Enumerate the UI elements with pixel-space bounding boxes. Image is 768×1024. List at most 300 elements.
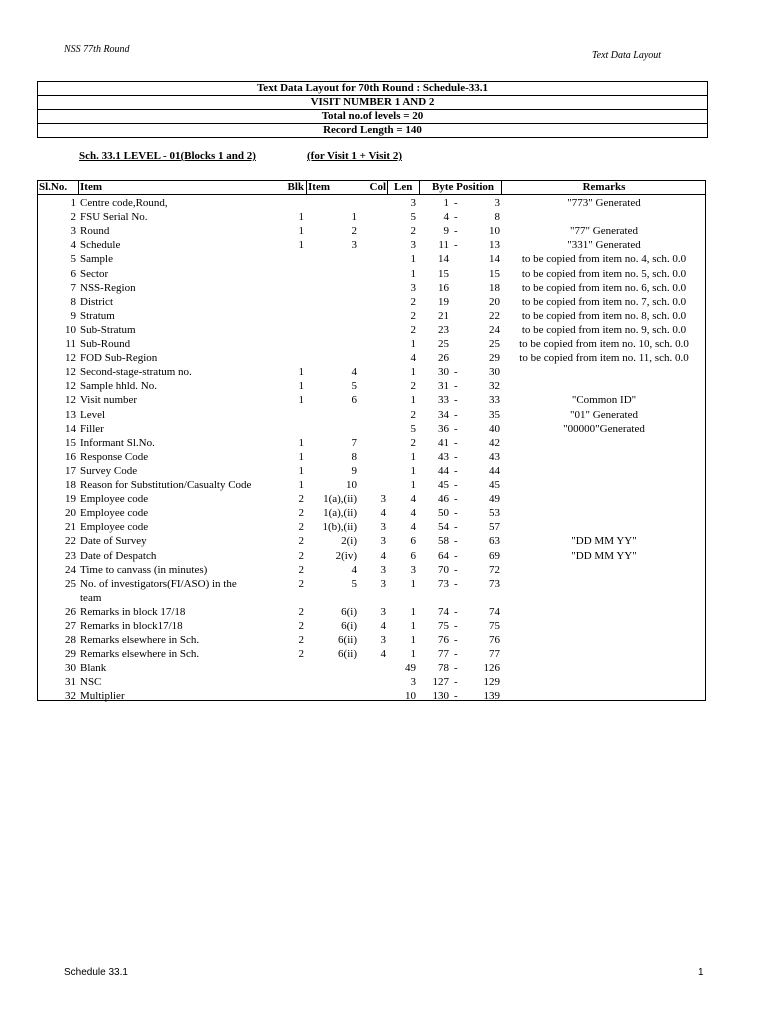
column-divider xyxy=(419,181,420,194)
cell-slno: 27 xyxy=(65,619,76,632)
cell-item: Date of Survey xyxy=(80,535,147,548)
cell-byte-start: 16 xyxy=(438,281,449,294)
cell-len: 6 xyxy=(410,549,416,562)
cell-item: Date of Despatch xyxy=(80,549,157,562)
cell-byte-end: 33 xyxy=(489,394,500,407)
cell-byte-start: 58 xyxy=(438,535,449,548)
title-box xyxy=(37,81,708,138)
cell-len: 2 xyxy=(410,323,416,336)
cell-slno: 8 xyxy=(70,295,76,308)
cell-len: 1 xyxy=(410,253,416,266)
visit-heading: (for Visit 1 + Visit 2) xyxy=(307,150,402,162)
cell-byte-end: 25 xyxy=(489,338,500,350)
cell-item-no: 5 xyxy=(351,577,357,590)
cell-slno: 21 xyxy=(65,521,76,534)
running-header-right: Text Data Layout xyxy=(592,50,662,61)
cell-blk: 1 xyxy=(298,366,304,379)
cell-byte-start: 75 xyxy=(438,619,449,632)
cell-byte-start: 64 xyxy=(438,549,449,562)
cell-byte-dash: - xyxy=(454,380,458,393)
cell-len: 5 xyxy=(410,422,416,435)
cell-byte-start: 73 xyxy=(438,577,449,590)
title-line: VISIT NUMBER 1 AND 2 xyxy=(38,96,707,110)
cell-blk: 2 xyxy=(298,619,304,632)
cell-byte-dash: - xyxy=(454,577,458,590)
cell-byte-start: 50 xyxy=(438,507,449,520)
cell-remarks: "DD MM YY" xyxy=(571,535,637,548)
cell-len: 5 xyxy=(410,211,416,224)
cell-blk: 1 xyxy=(298,436,304,449)
page-number: 1 xyxy=(698,967,704,978)
cell-len: 2 xyxy=(410,309,416,322)
cell-byte-dash: - xyxy=(454,450,458,463)
cell-byte-start: 46 xyxy=(438,493,449,506)
cell-item: Remarks in block 17/18 xyxy=(80,605,186,618)
cell-remarks: to be copied from item no. 10, sch. 0.0 xyxy=(519,338,689,350)
cell-byte-start: 76 xyxy=(438,633,449,646)
cell-byte-end: 45 xyxy=(489,479,500,491)
cell-byte-end: 63 xyxy=(489,535,500,548)
cell-byte-dash: - xyxy=(454,366,458,379)
cell-item: FOD Sub-Region xyxy=(80,352,158,365)
cell-item-no: 1(b),(ii) xyxy=(322,521,357,534)
cell-len: 2 xyxy=(410,436,416,449)
cell-col: 3 xyxy=(380,493,386,506)
cell-byte-end: 30 xyxy=(489,366,500,379)
cell-blk: 2 xyxy=(298,577,304,590)
cell-byte-dash: - xyxy=(454,394,458,407)
column-divider xyxy=(387,181,388,194)
cell-col: 3 xyxy=(380,605,386,618)
cell-col: 3 xyxy=(380,633,386,646)
cell-byte-dash: - xyxy=(454,563,458,576)
cell-blk: 1 xyxy=(298,211,304,224)
table-row xyxy=(38,252,705,266)
cell-slno: 6 xyxy=(70,267,76,280)
cell-byte-end: 73 xyxy=(489,577,500,590)
cell-item: Survey Code xyxy=(80,464,138,477)
cell-col: 4 xyxy=(380,619,386,632)
cell-blk: 2 xyxy=(298,563,304,576)
cell-item: Remarks elsewhere in Sch. xyxy=(80,648,200,660)
cell-byte-dash: - xyxy=(454,662,458,675)
cell-byte-dash: - xyxy=(454,521,458,534)
cell-byte-start: 14 xyxy=(438,253,449,266)
cell-item: Informant Sl.No. xyxy=(80,436,155,449)
cell-item: Sub-Stratum xyxy=(80,323,136,336)
cell-byte-end: 126 xyxy=(483,662,500,675)
header-rule xyxy=(38,194,705,195)
cell-item-no: 10 xyxy=(346,479,357,491)
cell-col: 4 xyxy=(380,549,386,562)
table-row xyxy=(38,365,705,379)
cell-slno: 32 xyxy=(65,690,76,703)
cell-item-no: 6(i) xyxy=(341,605,357,618)
cell-slno: 5 xyxy=(70,253,76,266)
cell-byte-start: 26 xyxy=(438,352,449,365)
cell-byte-end: 29 xyxy=(489,352,500,365)
cell-byte-end: 139 xyxy=(483,690,500,703)
cell-len: 1 xyxy=(410,394,416,407)
cell-slno: 12 xyxy=(65,352,76,365)
cell-item: Reason for Substitution/Casualty Code xyxy=(80,479,252,491)
cell-blk: 2 xyxy=(298,535,304,548)
cell-col: 3 xyxy=(380,577,386,590)
cell-item: Second-stage-stratum no. xyxy=(80,366,192,379)
cell-byte-start: 43 xyxy=(438,450,449,463)
cell-byte-start: 4 xyxy=(443,211,449,224)
cell-item: Sub-Round xyxy=(80,338,131,350)
table-row xyxy=(38,619,705,633)
cell-len: 1 xyxy=(410,577,416,590)
cell-byte-end: 44 xyxy=(489,464,500,477)
cell-byte-start: 1 xyxy=(443,197,449,209)
cell-len: 1 xyxy=(410,450,416,463)
cell-slno: 30 xyxy=(65,662,76,675)
cell-item: Employee code xyxy=(80,507,149,520)
cell-byte-dash: - xyxy=(454,605,458,618)
cell-item-no: 1(a),(ii) xyxy=(323,493,357,506)
cell-slno: 14 xyxy=(65,422,76,435)
title-line: Text Data Layout for 70th Round : Schedule-33.1 xyxy=(38,82,707,96)
cell-slno: 28 xyxy=(65,633,76,646)
cell-item: Stratum xyxy=(80,309,115,322)
cell-byte-end: 35 xyxy=(489,408,500,421)
cell-item: Schedule xyxy=(80,239,121,252)
table-row xyxy=(38,549,705,563)
table-row xyxy=(38,351,705,365)
layout-table xyxy=(37,180,706,701)
table-row xyxy=(38,605,705,619)
cell-item: Employee code xyxy=(80,521,149,534)
cell-slno: 13 xyxy=(65,408,76,421)
cell-byte-dash: - xyxy=(454,507,458,520)
cell-len: 3 xyxy=(410,676,416,689)
cell-item: Centre code,Round, xyxy=(80,197,168,209)
cell-len: 1 xyxy=(410,605,416,618)
cell-byte-end: 18 xyxy=(489,281,500,294)
table-row xyxy=(38,478,705,492)
cell-byte-start: 34 xyxy=(438,408,449,421)
table-row xyxy=(38,224,705,238)
cell-item: Employee code xyxy=(80,493,149,506)
col-header-col: Col xyxy=(369,181,386,193)
col-header-slno: Sl.No. xyxy=(39,181,68,193)
cell-item-no: 6(ii) xyxy=(338,633,357,646)
cell-remarks: to be copied from item no. 9, sch. 0.0 xyxy=(521,323,687,336)
table-row xyxy=(38,267,705,281)
cell-byte-start: 127 xyxy=(432,676,449,689)
table-row xyxy=(38,238,705,252)
cell-item-no: 1 xyxy=(351,211,357,224)
cell-byte-start: 74 xyxy=(438,605,449,618)
cell-byte-end: 10 xyxy=(489,225,500,238)
col-header-byte: Byte Position xyxy=(432,181,495,193)
cell-item: Time to canvass (in minutes) xyxy=(80,563,208,576)
cell-len: 3 xyxy=(410,563,416,576)
cell-item: Sample hhld. No. xyxy=(80,380,157,393)
table-row xyxy=(38,196,705,210)
cell-len: 1 xyxy=(410,338,416,350)
cell-remarks: to be copied from item no. 5, sch. 0.0 xyxy=(521,267,687,280)
cell-slno: 1 xyxy=(70,197,76,209)
cell-item: Remarks in block17/18 xyxy=(80,619,183,632)
cell-byte-end: 22 xyxy=(489,309,500,322)
table-row xyxy=(38,506,705,520)
cell-col: 4 xyxy=(380,648,386,660)
cell-remarks: to be copied from item no. 6, sch. 0.0 xyxy=(521,281,687,294)
cell-len: 4 xyxy=(410,352,416,365)
cell-byte-end: 76 xyxy=(489,633,500,646)
cell-item-no: 2(i) xyxy=(341,535,357,548)
cell-item: Response Code xyxy=(80,450,149,463)
cell-byte-start: 21 xyxy=(438,309,449,322)
cell-byte-start: 130 xyxy=(432,690,449,703)
cell-slno: 17 xyxy=(65,464,76,477)
table-row xyxy=(38,647,705,661)
cell-byte-end: 13 xyxy=(489,239,500,252)
footer-left: Schedule 33.1 xyxy=(64,967,128,978)
cell-col: 4 xyxy=(380,507,386,520)
cell-byte-end: 129 xyxy=(483,676,500,689)
table-row xyxy=(38,422,705,436)
cell-slno: 22 xyxy=(65,535,76,548)
cell-item-no: 6(i) xyxy=(341,619,357,632)
table-row xyxy=(38,393,705,407)
cell-remarks: to be copied from item no. 7, sch. 0.0 xyxy=(521,295,687,308)
cell-item: Visit number xyxy=(80,394,138,407)
cell-byte-start: 45 xyxy=(438,479,449,491)
cell-byte-end: 75 xyxy=(489,619,500,632)
cell-item-no: 3 xyxy=(351,239,357,252)
table-row xyxy=(38,408,705,422)
cell-slno: 7 xyxy=(70,281,76,294)
cell-slno: 18 xyxy=(65,479,76,491)
cell-byte-dash: - xyxy=(454,197,458,209)
column-divider xyxy=(501,181,502,194)
cell-blk: 2 xyxy=(298,549,304,562)
cell-byte-dash: - xyxy=(454,549,458,562)
cell-blk: 2 xyxy=(298,493,304,506)
cell-byte-start: 30 xyxy=(438,366,449,379)
title-line: Record Length = 140 xyxy=(38,124,707,138)
cell-byte-start: 78 xyxy=(438,662,449,675)
table-row xyxy=(38,379,705,393)
table-row xyxy=(38,520,705,534)
cell-slno: 26 xyxy=(65,605,76,618)
cell-len: 4 xyxy=(410,507,416,520)
cell-len: 1 xyxy=(410,479,416,491)
cell-slno: 9 xyxy=(70,309,76,322)
cell-byte-start: 77 xyxy=(438,648,449,660)
cell-remarks: "01" Generated xyxy=(570,408,638,421)
table-row xyxy=(38,210,705,224)
cell-len: 1 xyxy=(410,619,416,632)
cell-byte-dash: - xyxy=(454,676,458,689)
cell-blk: 2 xyxy=(298,633,304,646)
cell-col: 3 xyxy=(380,563,386,576)
cell-blk: 2 xyxy=(298,605,304,618)
cell-item: Remarks elsewhere in Sch. xyxy=(80,633,200,646)
cell-slno: 10 xyxy=(65,323,76,336)
table-row xyxy=(38,689,705,703)
cell-slno: 4 xyxy=(70,239,76,252)
cell-byte-start: 19 xyxy=(438,295,449,308)
cell-item-no: 5 xyxy=(351,380,357,393)
table-row xyxy=(38,309,705,323)
cell-byte-start: 41 xyxy=(438,436,449,449)
cell-len: 3 xyxy=(410,281,416,294)
cell-remarks: "DD MM YY" xyxy=(571,549,637,562)
cell-item-no: 6(ii) xyxy=(338,648,357,660)
cell-byte-end: 42 xyxy=(489,436,500,449)
cell-item: Sector xyxy=(80,267,109,280)
cell-remarks: "77" Generated xyxy=(570,225,638,238)
table-row xyxy=(38,563,705,577)
cell-slno: 16 xyxy=(65,450,76,463)
cell-blk: 1 xyxy=(298,450,304,463)
cell-item-no: 1(a),(ii) xyxy=(323,507,357,520)
col-header-remarks: Remarks xyxy=(582,181,626,193)
cell-byte-dash: - xyxy=(454,239,458,252)
cell-item-no: 4 xyxy=(351,366,357,379)
running-header-left: NSS 77th Round xyxy=(64,44,130,55)
cell-byte-dash: - xyxy=(454,648,458,660)
cell-byte-end: 20 xyxy=(489,295,500,308)
cell-byte-dash: - xyxy=(454,619,458,632)
cell-item-continuation: team xyxy=(80,591,102,604)
cell-item: FSU Serial No. xyxy=(80,211,148,224)
column-divider xyxy=(78,181,79,194)
cell-remarks: "773" Generated xyxy=(567,197,641,209)
cell-slno: 24 xyxy=(65,563,76,576)
cell-byte-end: 53 xyxy=(489,507,500,520)
cell-slno: 15 xyxy=(65,436,76,449)
cell-byte-start: 9 xyxy=(443,225,449,238)
cell-byte-start: 23 xyxy=(438,323,449,336)
cell-item: Sample xyxy=(80,253,113,266)
cell-byte-end: 32 xyxy=(489,380,500,393)
cell-len: 2 xyxy=(410,295,416,308)
cell-len: 2 xyxy=(410,380,416,393)
cell-len: 1 xyxy=(410,633,416,646)
cell-byte-start: 25 xyxy=(438,338,449,350)
cell-byte-dash: - xyxy=(454,422,458,435)
cell-remarks: "00000"Generated xyxy=(563,422,645,435)
cell-byte-end: 40 xyxy=(489,422,500,435)
col-header-item: Item xyxy=(80,181,102,193)
cell-byte-start: 54 xyxy=(438,521,449,534)
table-row xyxy=(38,675,705,689)
cell-len: 1 xyxy=(410,366,416,379)
cell-remarks: "331" Generated xyxy=(567,239,641,252)
cell-col: 3 xyxy=(380,521,386,534)
cell-byte-dash: - xyxy=(454,535,458,548)
cell-item: Multiplier xyxy=(80,690,125,703)
table-row xyxy=(38,492,705,506)
cell-item: Blank xyxy=(80,662,107,675)
cell-len: 1 xyxy=(410,267,416,280)
cell-byte-dash: - xyxy=(454,408,458,421)
cell-item: NSS-Region xyxy=(80,281,136,294)
cell-byte-end: 8 xyxy=(494,211,500,224)
cell-byte-dash: - xyxy=(454,225,458,238)
cell-slno: 11 xyxy=(65,338,76,350)
cell-len: 1 xyxy=(410,648,416,660)
cell-remarks: to be copied from item no. 8, sch. 0.0 xyxy=(521,309,687,322)
cell-slno: 12 xyxy=(65,366,76,379)
cell-item: Filler xyxy=(80,422,104,435)
table-row xyxy=(38,633,705,647)
cell-item: No. of investigators(FI/ASO) in the xyxy=(80,577,237,590)
cell-byte-start: 70 xyxy=(438,563,449,576)
cell-byte-dash: - xyxy=(454,464,458,477)
cell-byte-start: 11 xyxy=(438,239,449,252)
table-row xyxy=(38,337,705,351)
cell-byte-start: 15 xyxy=(438,267,449,280)
cell-byte-end: 77 xyxy=(489,648,500,660)
cell-byte-dash: - xyxy=(454,436,458,449)
cell-blk: 2 xyxy=(298,648,304,660)
cell-item-no: 6 xyxy=(351,394,357,407)
cell-item-no: 2(iv) xyxy=(335,549,357,562)
cell-blk: 2 xyxy=(298,507,304,520)
cell-item: NSC xyxy=(80,676,102,689)
table-row xyxy=(38,577,705,605)
cell-len: 3 xyxy=(410,197,416,209)
cell-len: 4 xyxy=(410,493,416,506)
cell-byte-end: 3 xyxy=(494,197,500,209)
cell-byte-end: 69 xyxy=(489,549,500,562)
level-heading: Sch. 33.1 LEVEL - 01(Blocks 1 and 2) xyxy=(79,150,256,162)
table-row xyxy=(38,323,705,337)
cell-byte-end: 14 xyxy=(489,253,500,266)
cell-len: 2 xyxy=(410,408,416,421)
cell-byte-dash: - xyxy=(454,690,458,703)
cell-byte-end: 72 xyxy=(489,563,500,576)
table-row xyxy=(38,661,705,675)
cell-slno: 25 xyxy=(65,577,76,590)
cell-item-no: 8 xyxy=(351,450,357,463)
cell-slno: 12 xyxy=(65,394,76,407)
table-row xyxy=(38,534,705,548)
table-row xyxy=(38,464,705,478)
cell-byte-end: 43 xyxy=(489,450,500,463)
cell-remarks: to be copied from item no. 11, sch. 0.0 xyxy=(519,352,689,365)
cell-blk: 1 xyxy=(298,479,304,491)
table-row xyxy=(38,281,705,295)
cell-item: District xyxy=(80,295,113,308)
cell-len: 10 xyxy=(405,690,416,703)
cell-byte-end: 74 xyxy=(489,605,500,618)
cell-remarks: to be copied from item no. 4, sch. 0.0 xyxy=(521,253,687,266)
cell-byte-dash: - xyxy=(454,211,458,224)
table-row xyxy=(38,450,705,464)
cell-blk: 1 xyxy=(298,464,304,477)
cell-blk: 2 xyxy=(298,521,304,534)
cell-byte-start: 33 xyxy=(438,394,449,407)
cell-byte-start: 31 xyxy=(438,380,449,393)
cell-slno: 23 xyxy=(65,549,76,562)
cell-slno: 12 xyxy=(65,380,76,393)
col-header-blk: Blk xyxy=(287,181,304,193)
cell-byte-end: 57 xyxy=(489,521,500,534)
cell-remarks: "Common ID" xyxy=(571,394,637,407)
cell-len: 49 xyxy=(405,662,416,675)
cell-item: Round xyxy=(80,225,110,238)
cell-slno: 31 xyxy=(65,676,76,689)
cell-blk: 1 xyxy=(298,394,304,407)
